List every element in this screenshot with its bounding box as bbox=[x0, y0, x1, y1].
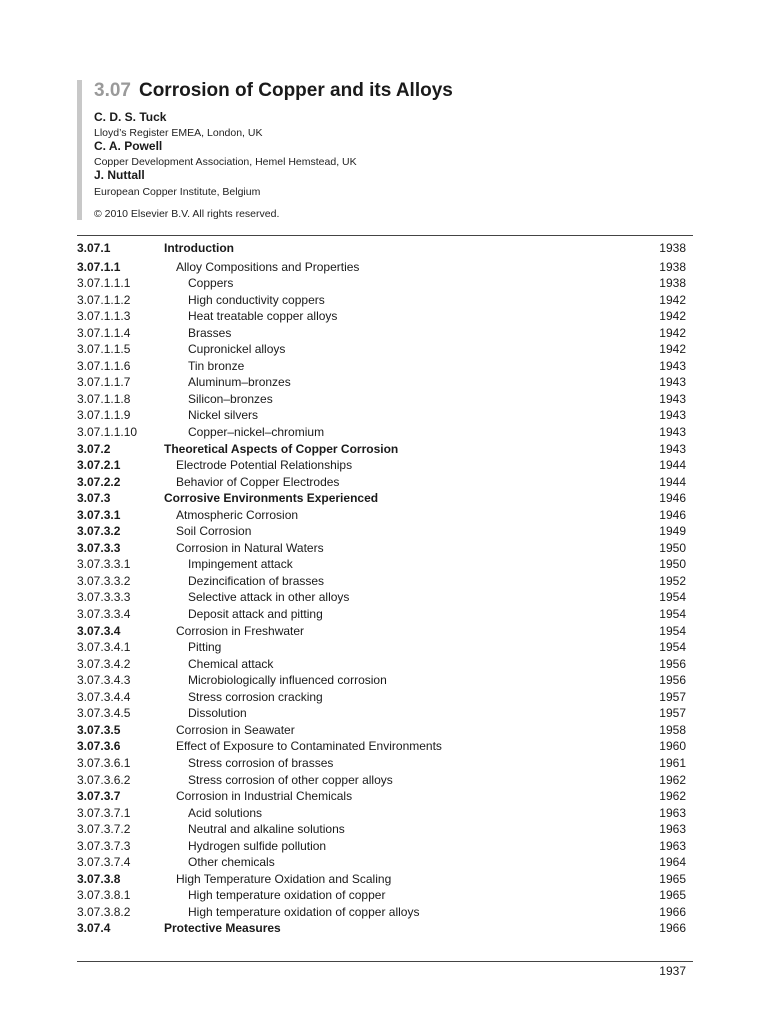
toc-section-title: Microbiologically influenced corrosion bbox=[188, 673, 387, 688]
toc-section-number: 3.07.3.6.1 bbox=[77, 755, 131, 770]
toc-page-number: 1950 bbox=[659, 557, 686, 572]
toc-section-title: Effect of Exposure to Contaminated Environments bbox=[176, 739, 442, 754]
author-name: C. D. S. Tuck bbox=[94, 110, 167, 124]
toc-entry[interactable] bbox=[77, 424, 686, 441]
toc-page-number: 1954 bbox=[659, 623, 686, 638]
toc-section-title: High temperature oxidation of copper alloys bbox=[188, 904, 420, 919]
toc-section-number: 3.07.3.3.4 bbox=[77, 607, 131, 622]
toc-section-number: 3.07.3.4.1 bbox=[77, 640, 131, 655]
toc-page-number: 1943 bbox=[659, 408, 686, 423]
toc-page-number: 1956 bbox=[659, 673, 686, 688]
toc-section-number: 3.07.3.5 bbox=[77, 722, 121, 737]
toc-page-number: 1949 bbox=[659, 524, 686, 539]
toc-section-number: 3.07.1.1.3 bbox=[77, 309, 131, 324]
toc-section-title: Behavior of Copper Electrodes bbox=[176, 474, 340, 489]
table-of-contents bbox=[77, 240, 686, 937]
toc-page-number: 1954 bbox=[659, 640, 686, 655]
toc-section-number: 3.07.1.1.8 bbox=[77, 391, 131, 406]
toc-entry[interactable] bbox=[77, 374, 686, 391]
toc-section-number: 3.07.3.1 bbox=[77, 507, 121, 522]
toc-section-number: 3.07.3.7 bbox=[77, 789, 121, 804]
toc-page-number: 1942 bbox=[659, 342, 686, 357]
toc-section-title: Stress corrosion of other copper alloys bbox=[188, 772, 393, 787]
toc-section-number: 3.07.3.4.5 bbox=[77, 706, 131, 721]
toc-entry[interactable] bbox=[77, 556, 686, 573]
toc-entry[interactable] bbox=[77, 457, 686, 474]
author-affiliation: European Copper Institute, Belgium bbox=[94, 186, 261, 198]
toc-section-number: 3.07.2 bbox=[77, 441, 111, 456]
toc-entry[interactable] bbox=[77, 805, 686, 822]
toc-entry[interactable] bbox=[77, 407, 686, 424]
toc-section-title: Pitting bbox=[188, 640, 222, 655]
toc-page-number: 1956 bbox=[659, 656, 686, 671]
toc-page-number: 1952 bbox=[659, 573, 686, 588]
toc-section-number: 3.07.1.1.5 bbox=[77, 342, 131, 357]
toc-entry[interactable] bbox=[77, 772, 686, 789]
toc-page-number: 1963 bbox=[659, 805, 686, 820]
toc-section-number: 3.07.3 bbox=[77, 491, 111, 506]
toc-section-title: Copper–nickel–chromium bbox=[188, 425, 325, 440]
chapter-title: Corrosion of Copper and its Alloys bbox=[138, 80, 453, 101]
toc-page-number: 1964 bbox=[659, 855, 686, 870]
toc-entry[interactable] bbox=[77, 722, 686, 739]
toc-section-title: Corrosion in Freshwater bbox=[176, 623, 305, 638]
toc-entry[interactable] bbox=[77, 540, 686, 557]
toc-page-number: 1946 bbox=[659, 491, 686, 506]
toc-page-number: 1961 bbox=[659, 755, 686, 770]
toc-section-title: Other chemicals bbox=[188, 855, 275, 870]
toc-section-number: 3.07.3.7.3 bbox=[77, 838, 131, 853]
toc-page-number: 1965 bbox=[659, 888, 686, 903]
toc-section-number: 3.07.1.1.4 bbox=[77, 325, 131, 340]
toc-section-number: 3.07.3.3 bbox=[77, 540, 121, 555]
top-divider bbox=[77, 235, 693, 236]
toc-entry[interactable] bbox=[77, 904, 686, 921]
toc-section-number: 3.07.1.1.2 bbox=[77, 292, 131, 307]
toc-page-number: 1942 bbox=[659, 309, 686, 324]
toc-section-number: 3.07.1.1.10 bbox=[77, 425, 138, 440]
toc-section-number: 3.07.3.2 bbox=[77, 524, 121, 539]
toc-section-title: High temperature oxidation of copper bbox=[188, 888, 386, 903]
toc-section-title: Dezincification of brasses bbox=[188, 573, 325, 588]
toc-section-title: Corrosion in Natural Waters bbox=[176, 540, 324, 555]
toc-entry[interactable] bbox=[77, 639, 686, 656]
toc-section-title: Stress corrosion cracking bbox=[188, 689, 323, 704]
toc-section-title: Nickel silvers bbox=[188, 408, 259, 423]
toc-section-title: Atmospheric Corrosion bbox=[176, 507, 299, 522]
toc-entry[interactable] bbox=[77, 325, 686, 342]
toc-section-number: 3.07.3.7.4 bbox=[77, 855, 131, 870]
toc-section-number: 3.07.3.8.2 bbox=[77, 904, 131, 919]
toc-page-number: 1943 bbox=[659, 375, 686, 390]
toc-section-title: Theoretical Aspects of Copper Corrosion bbox=[164, 441, 399, 456]
toc-entry[interactable] bbox=[77, 821, 686, 838]
toc-entry[interactable] bbox=[77, 358, 686, 375]
toc-entry[interactable] bbox=[77, 887, 686, 904]
toc-page-number: 1946 bbox=[659, 507, 686, 522]
toc-section-title: Introduction bbox=[164, 241, 234, 255]
chapter-header bbox=[77, 80, 453, 220]
toc-page-number: 1963 bbox=[659, 838, 686, 853]
toc-entry[interactable] bbox=[77, 705, 686, 722]
toc-section-number: 3.07.1.1.6 bbox=[77, 358, 131, 373]
toc-page-number: 1943 bbox=[659, 441, 686, 456]
toc-section-number: 3.07.2.1 bbox=[77, 458, 121, 473]
toc-page-number: 1960 bbox=[659, 739, 686, 754]
toc-page-number: 1954 bbox=[659, 590, 686, 605]
toc-section-number: 3.07.3.3.3 bbox=[77, 590, 131, 605]
toc-entry[interactable] bbox=[77, 259, 686, 276]
toc-page-number: 1963 bbox=[659, 822, 686, 837]
toc-section-number: 3.07.1.1 bbox=[77, 259, 121, 274]
toc-section-number: 3.07.3.8.1 bbox=[77, 888, 131, 903]
toc-section-title: Alloy Compositions and Properties bbox=[176, 259, 360, 274]
toc-section-number: 3.07.3.3.2 bbox=[77, 573, 131, 588]
author-name: J. Nuttall bbox=[94, 168, 145, 182]
toc-page-number: 1966 bbox=[659, 921, 686, 936]
toc-entry[interactable] bbox=[77, 523, 686, 540]
toc-section-number: 3.07.3.4 bbox=[77, 623, 121, 638]
toc-section-title: Protective Measures bbox=[164, 921, 281, 936]
toc-page-number: 1944 bbox=[659, 474, 686, 489]
toc-section-title: Heat treatable copper alloys bbox=[188, 309, 338, 324]
toc-page-number: 1954 bbox=[659, 607, 686, 622]
author-affiliation: Lloyd’s Register EMEA, London, UK bbox=[94, 127, 263, 139]
toc-section-title: Dissolution bbox=[188, 706, 247, 721]
author-affiliation: Copper Development Association, Hemel Hemstead, UK bbox=[94, 156, 357, 168]
toc-section-number: 3.07.3.7.2 bbox=[77, 822, 131, 837]
chapter-heading bbox=[94, 80, 453, 102]
toc-entry[interactable] bbox=[77, 606, 686, 623]
toc-section-title: Deposit attack and pitting bbox=[188, 607, 323, 622]
toc-section-title: Aluminum–bronzes bbox=[188, 375, 291, 390]
toc-entry[interactable] bbox=[77, 308, 686, 325]
toc-entry[interactable] bbox=[77, 854, 686, 871]
toc-entry[interactable] bbox=[77, 623, 686, 640]
toc-section-number: 3.07.3.7.1 bbox=[77, 805, 131, 820]
toc-section-title: Corrosion in Seawater bbox=[176, 722, 295, 737]
toc-section-number: 3.07.1.1.7 bbox=[77, 375, 131, 390]
toc-entry[interactable] bbox=[77, 838, 686, 855]
toc-section-title: High Temperature Oxidation and Scaling bbox=[176, 871, 392, 886]
toc-page-number: 1942 bbox=[659, 325, 686, 340]
toc-section-number: 3.07.2.2 bbox=[77, 474, 121, 489]
toc-entry[interactable] bbox=[77, 292, 686, 309]
toc-section-number: 3.07.3.3.1 bbox=[77, 557, 131, 572]
toc-section-title: Corrosive Environments Experienced bbox=[164, 491, 379, 506]
toc-page-number: 1944 bbox=[659, 458, 686, 473]
toc-page-number: 1962 bbox=[659, 772, 686, 787]
toc-entry[interactable] bbox=[77, 240, 686, 257]
toc-section-title: Chemical attack bbox=[188, 656, 274, 671]
toc-section-title: Impingement attack bbox=[188, 557, 293, 572]
toc-entry[interactable] bbox=[77, 507, 686, 524]
toc-section-number: 3.07.1 bbox=[77, 241, 111, 255]
toc-entry[interactable] bbox=[77, 656, 686, 673]
toc-entry[interactable] bbox=[77, 391, 686, 408]
toc-section-number: 3.07.3.4.2 bbox=[77, 656, 131, 671]
toc-entry[interactable] bbox=[77, 788, 686, 805]
toc-entry[interactable] bbox=[77, 490, 686, 507]
toc-page-number: 1938 bbox=[659, 259, 686, 274]
toc-page-number: 1943 bbox=[659, 358, 686, 373]
toc-entry[interactable] bbox=[77, 738, 686, 755]
toc-section-number: 3.07.1.1.9 bbox=[77, 408, 131, 423]
toc-section-number: 3.07.1.1.1 bbox=[77, 276, 131, 291]
toc-entry[interactable] bbox=[77, 871, 686, 888]
toc-section-title: Acid solutions bbox=[188, 805, 263, 820]
toc-entry[interactable] bbox=[77, 474, 686, 491]
toc-section-number: 3.07.4 bbox=[77, 921, 111, 936]
toc-entry[interactable] bbox=[77, 920, 686, 937]
toc-section-title: Stress corrosion of brasses bbox=[188, 755, 334, 770]
toc-entry[interactable] bbox=[77, 573, 686, 590]
toc-page-number: 1942 bbox=[659, 292, 686, 307]
toc-section-title: Tin bronze bbox=[188, 358, 245, 373]
toc-page-number: 1938 bbox=[659, 241, 686, 255]
bottom-divider bbox=[77, 961, 693, 962]
page-number: 1937 bbox=[659, 964, 686, 978]
toc-section-number: 3.07.3.6 bbox=[77, 739, 121, 754]
toc-section-title: Brasses bbox=[188, 325, 232, 340]
chapter-number: 3.07 bbox=[94, 80, 131, 101]
toc-section-number: 3.07.3.4.3 bbox=[77, 673, 131, 688]
toc-section-title: High conductivity coppers bbox=[188, 292, 325, 307]
toc-section-number: 3.07.3.6.2 bbox=[77, 772, 131, 787]
toc-page-number: 1950 bbox=[659, 540, 686, 555]
toc-section-title: Neutral and alkaline solutions bbox=[188, 822, 345, 837]
author-name: C. A. Powell bbox=[94, 139, 163, 153]
toc-entry[interactable] bbox=[77, 441, 686, 458]
toc-entry[interactable] bbox=[77, 275, 686, 292]
toc-page-number: 1943 bbox=[659, 391, 686, 406]
toc-entry[interactable] bbox=[77, 672, 686, 689]
copyright-notice: © 2010 Elsevier B.V. All rights reserved. bbox=[94, 208, 280, 220]
toc-page-number: 1958 bbox=[659, 722, 686, 737]
toc-section-title: Hydrogen sulfide pollution bbox=[188, 838, 327, 853]
toc-section-title: Coppers bbox=[188, 276, 234, 291]
toc-section-number: 3.07.3.4.4 bbox=[77, 689, 131, 704]
toc-section-title: Soil Corrosion bbox=[176, 524, 252, 539]
toc-section-title: Selective attack in other alloys bbox=[188, 590, 350, 605]
toc-page-number: 1965 bbox=[659, 871, 686, 886]
toc-page-number: 1962 bbox=[659, 789, 686, 804]
toc-section-title: Silicon–bronzes bbox=[188, 391, 273, 406]
toc-entry[interactable] bbox=[77, 341, 686, 358]
toc-page-number: 1966 bbox=[659, 904, 686, 919]
toc-page-number: 1957 bbox=[659, 706, 686, 721]
toc-page-number: 1957 bbox=[659, 689, 686, 704]
toc-section-title: Cupronickel alloys bbox=[188, 342, 286, 357]
toc-page-number: 1938 bbox=[659, 276, 686, 291]
toc-section-title: Corrosion in Industrial Chemicals bbox=[176, 789, 353, 804]
toc-entry[interactable] bbox=[77, 755, 686, 772]
toc-entry[interactable] bbox=[77, 689, 686, 706]
toc-page-number: 1943 bbox=[659, 425, 686, 440]
toc-section-number: 3.07.3.8 bbox=[77, 871, 121, 886]
toc-entry[interactable] bbox=[77, 589, 686, 606]
toc-section-title: Electrode Potential Relationships bbox=[176, 458, 353, 473]
